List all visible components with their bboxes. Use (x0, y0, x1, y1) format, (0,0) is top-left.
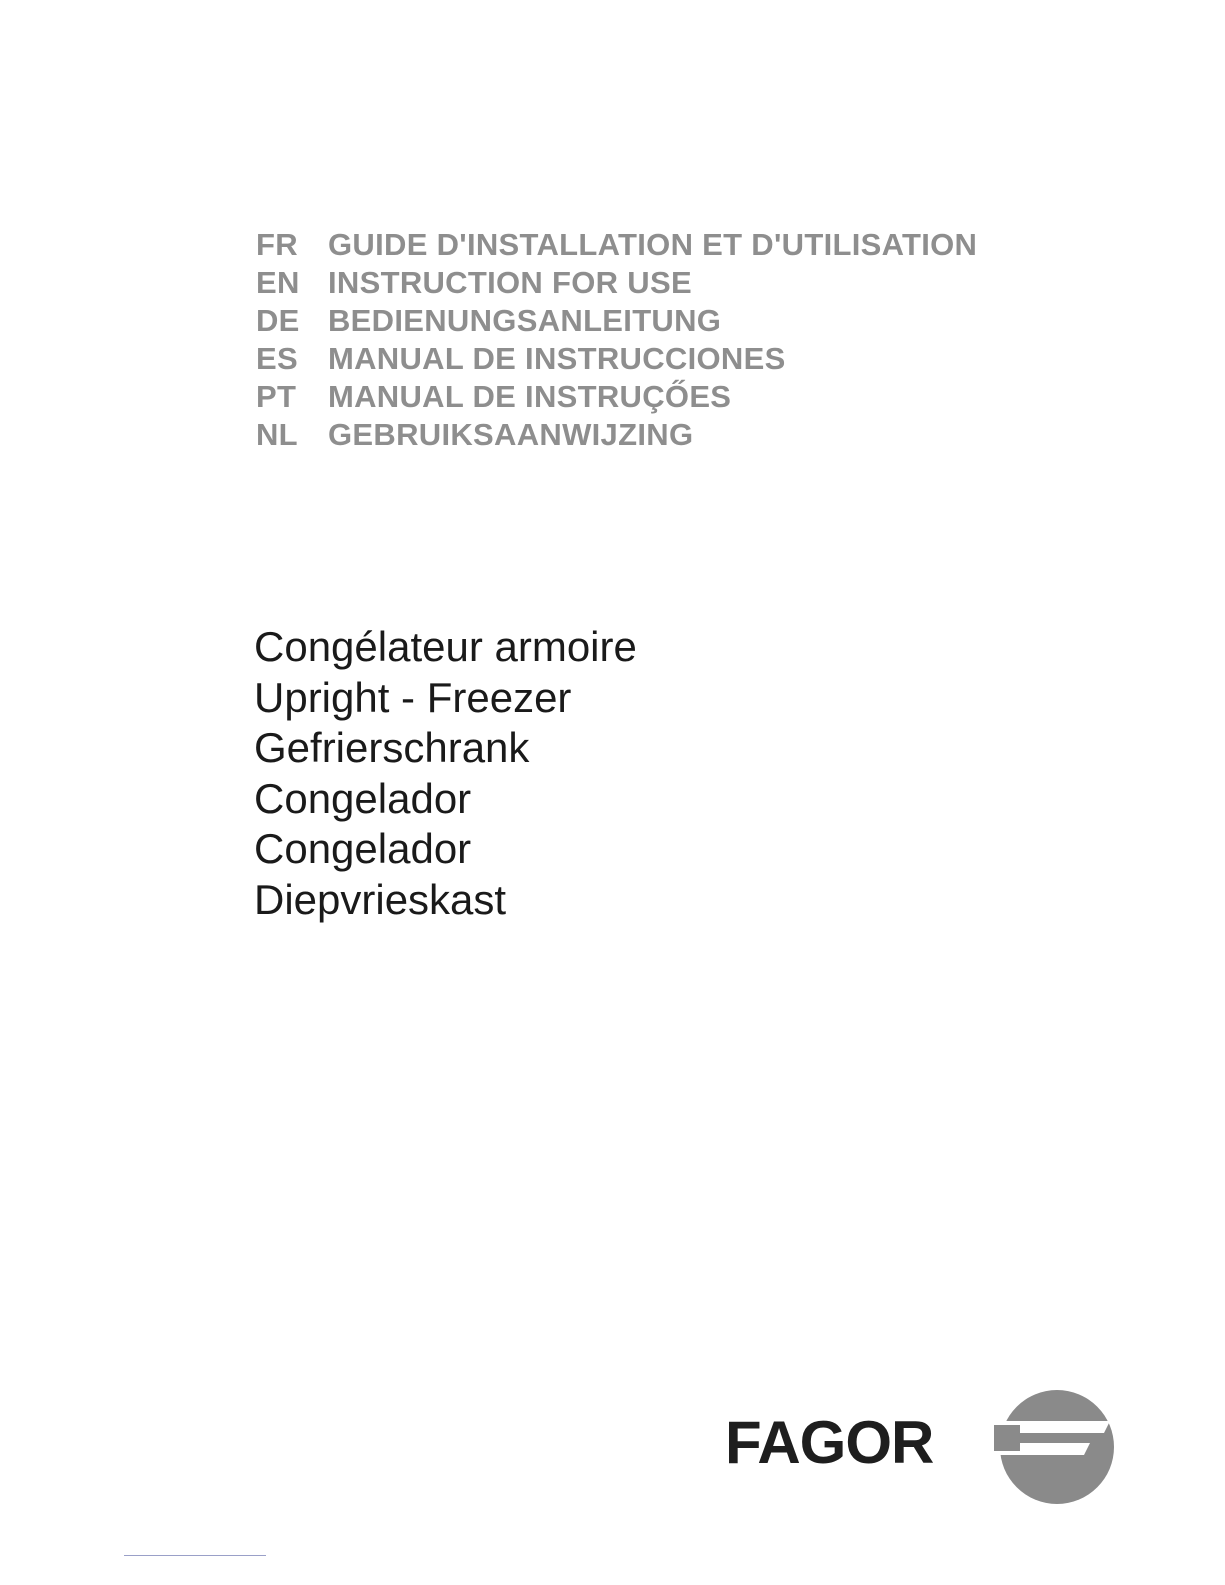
language-row-nl (256, 416, 977, 454)
product-name-list (254, 622, 637, 925)
product-name-es: Congelador (254, 774, 472, 822)
language-title-list (256, 226, 977, 454)
fagor-f-disc-icon (992, 1385, 1118, 1510)
language-code: ES (256, 341, 298, 376)
footer-divider (124, 1555, 266, 1556)
product-name-de: Gefrierschrank (254, 724, 530, 772)
language-row-es (256, 340, 977, 378)
language-row-pt (256, 378, 977, 416)
language-row-de (256, 302, 977, 340)
language-row-fr (256, 226, 977, 264)
language-manual-title: BEDIENUNGSANLEITUNG (328, 303, 722, 338)
brand-wordmark: FAGOR (725, 1409, 934, 1476)
language-code: EN (256, 265, 300, 300)
brand-logo (720, 1385, 1120, 1510)
language-code: DE (256, 303, 300, 338)
language-row-en (256, 264, 977, 302)
language-manual-title: MANUAL DE INSTRUCCIONES (328, 341, 786, 376)
language-code: FR (256, 227, 298, 262)
language-manual-title: MANUAL DE INSTRUÇŐES (328, 379, 732, 414)
language-manual-title: GUIDE D'INSTALLATION ET D'UTILISATION (328, 227, 978, 262)
language-code: NL (256, 417, 298, 452)
language-code: PT (256, 379, 297, 414)
product-name-nl: Diepvrieskast (254, 875, 507, 923)
language-manual-title: GEBRUIKSAANWIJZING (328, 417, 694, 452)
product-name-pt: Congelador (254, 825, 472, 873)
language-manual-title: INSTRUCTION FOR USE (328, 265, 692, 300)
product-name-en: Upright - Freezer (254, 673, 572, 721)
product-name-fr: Congélateur armoire (254, 623, 637, 671)
logo-left-tab (994, 1425, 1020, 1451)
